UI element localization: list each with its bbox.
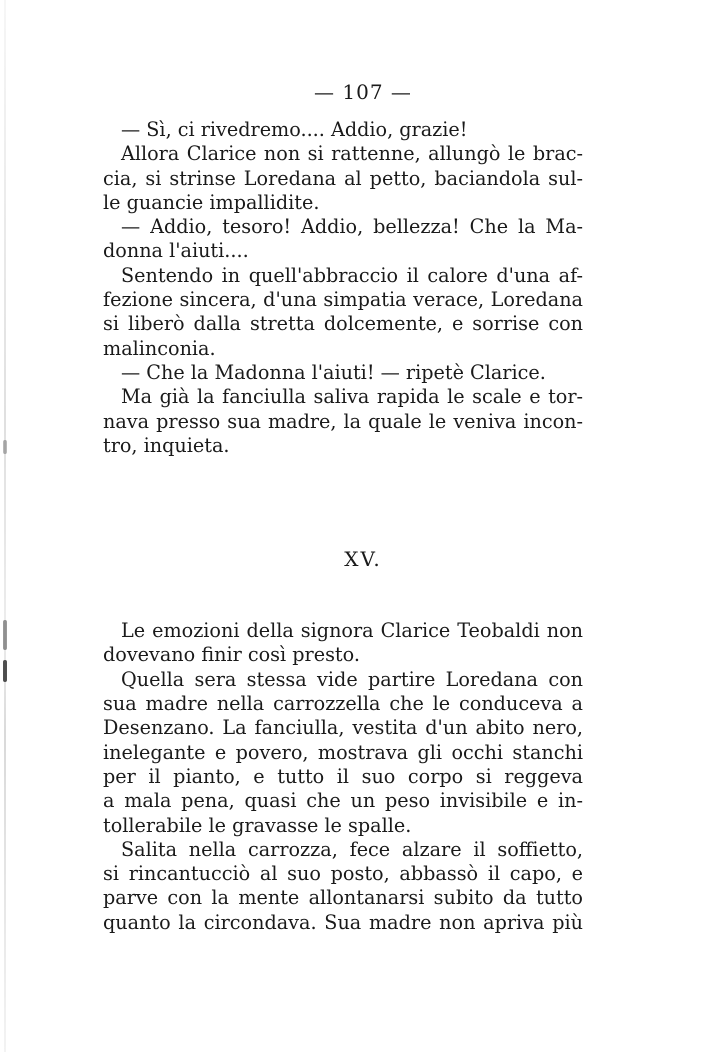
text-line: Sentendo in quell'abbraccio il calore d'una af- <box>121 263 583 287</box>
binding-mark <box>3 440 7 454</box>
text-line: a mala pena, quasi che un peso invisibile e in- <box>103 789 583 813</box>
text-line: — Addio, tesoro! Addio, bellezza! Che la Ma- <box>121 215 583 239</box>
text-line: Le emozioni della signora Clarice Teobaldi non <box>121 619 583 643</box>
page-edge <box>4 0 6 1052</box>
binding-mark <box>3 660 7 682</box>
text-line: le guancie impallidite. <box>103 190 320 214</box>
text-line: quanto la circondava. Sua madre non apriva più <box>103 910 583 934</box>
section-two-text <box>103 619 583 935</box>
paragraph <box>103 385 583 458</box>
text-line: cia, si strinse Loredana al petto, baciandola sul- <box>103 166 583 190</box>
text-line: si rincantucciò al suo posto, abbassò il capo, e <box>103 862 583 886</box>
paragraph <box>103 668 583 838</box>
paragraph <box>103 619 583 668</box>
text-line: dovevano finir così presto. <box>103 643 360 667</box>
text-line: tollerabile le gravasse le spalle. <box>103 813 412 837</box>
text-line: Salita nella carrozza, fece alzare il soffietto, <box>121 837 583 861</box>
paragraph <box>103 215 583 264</box>
page-number: — 107 — <box>314 80 412 104</box>
text-line: sua madre nella carrozzella che le conduceva a <box>103 692 583 716</box>
paragraph <box>103 118 583 142</box>
text-line: nava presso sua madre, la quale le veniva incon- <box>103 409 583 433</box>
text-line: donna l'aiuti.... <box>103 239 249 263</box>
book-page <box>103 80 583 935</box>
text-line: — Sì, ci rivedremo.... Addio, grazie! <box>121 118 468 141</box>
text-line: — Che la Madonna l'aiuti! — ripetè Clarice. <box>121 360 546 384</box>
text-line: malinconia. <box>103 336 216 360</box>
text-line: Quella sera stessa vide partire Loredana con <box>121 667 583 691</box>
paragraph <box>103 838 583 935</box>
binding-mark <box>3 620 7 650</box>
text-line: si liberò dalla stretta dolcemente, e sorrise con <box>103 312 583 336</box>
paragraph <box>103 142 583 215</box>
section-one-text <box>103 118 583 458</box>
text-line: fezione sincera, d'una simpatia verace, Loredana <box>103 288 583 312</box>
text-line: parve con la mente allontanarsi subito da tutto <box>103 886 583 910</box>
text-line: per il pianto, e tutto il suo corpo si reggeva <box>103 764 583 788</box>
text-line: Desenzano. La fanciulla, vestita d'un abito nero, <box>103 716 583 740</box>
chapter-heading: XV. <box>344 547 382 572</box>
text-line: inelegante e povero, mostrava gli occhi stanchi <box>103 740 583 764</box>
text-line: tro, inquieta. <box>103 433 230 457</box>
paragraph <box>103 361 583 385</box>
text-line: Ma già la fanciulla saliva rapida le scale e tor- <box>121 385 583 409</box>
paragraph <box>103 264 583 361</box>
text-line: Allora Clarice non si rattenne, allungò le brac- <box>121 142 583 166</box>
